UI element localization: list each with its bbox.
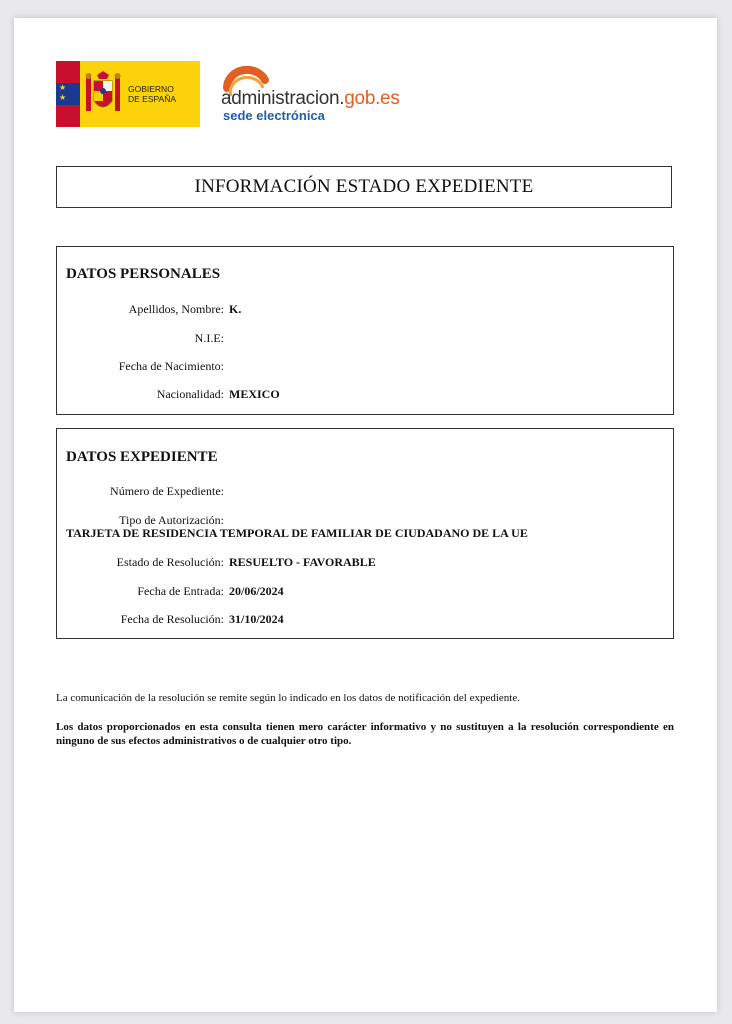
datos-expediente-section bbox=[56, 428, 674, 639]
field-label: Apellidos, Nombre: bbox=[128, 302, 224, 316]
datos-personales-heading: DATOS PERSONALES bbox=[66, 266, 221, 282]
coat-of-arms-icon bbox=[80, 61, 126, 127]
field-value: RESUELTO - FAVORABLE bbox=[229, 555, 376, 569]
field-value: 31/10/2024 bbox=[229, 612, 284, 626]
document-title: INFORMACIÓN ESTADO EXPEDIENTE bbox=[56, 166, 672, 208]
comunicacion-note: La comunicación de la resolución se remite según lo indicado en los datos de notificación del expediente. bbox=[56, 692, 520, 704]
field-label: Fecha de Resolución: bbox=[120, 612, 224, 626]
tipo-autorizacion-value: TARJETA DE RESIDENCIA TEMPORAL DE FAMILIAR DE CIUDADANO DE LA UE bbox=[66, 526, 528, 540]
administracion-gob-logo bbox=[209, 64, 419, 124]
field-label: Tipo de Autorización: bbox=[119, 513, 224, 527]
spain-flag-stripe bbox=[56, 61, 80, 127]
field-label: Estado de Resolución: bbox=[116, 555, 224, 569]
field-value: MEXICO bbox=[229, 387, 280, 401]
sede-electronica-text: sede electrónica bbox=[223, 108, 325, 123]
gobierno-espana-text: GOBIERNO DE ESPAÑA bbox=[128, 84, 177, 104]
eu-stars-icon: ★ ★ bbox=[59, 83, 67, 102]
field-label: N.I.E: bbox=[194, 331, 224, 345]
field-label: Número de Expediente: bbox=[110, 484, 224, 498]
gobierno-espana-logo bbox=[56, 61, 200, 127]
datos-expediente-heading: DATOS EXPEDIENTE bbox=[66, 449, 218, 465]
field-label: Fecha de Entrada: bbox=[137, 584, 224, 598]
field-label: Nacionalidad: bbox=[156, 387, 224, 401]
field-value: 20/06/2024 bbox=[229, 584, 284, 598]
datos-personales-section bbox=[56, 246, 674, 415]
administracion-text: administracion.gob.es bbox=[221, 88, 400, 109]
document-page bbox=[14, 18, 717, 1012]
disclaimer-note: Los datos proporcionados en esta consulta tienen mero carácter informativo y no sustituyen a la resolución correspondiente en ninguno de sus efectos administrativos o de cualquier otro tipo. bbox=[56, 721, 674, 747]
field-label: Fecha de Nacimiento: bbox=[118, 359, 224, 373]
field-value: K. bbox=[229, 302, 242, 316]
